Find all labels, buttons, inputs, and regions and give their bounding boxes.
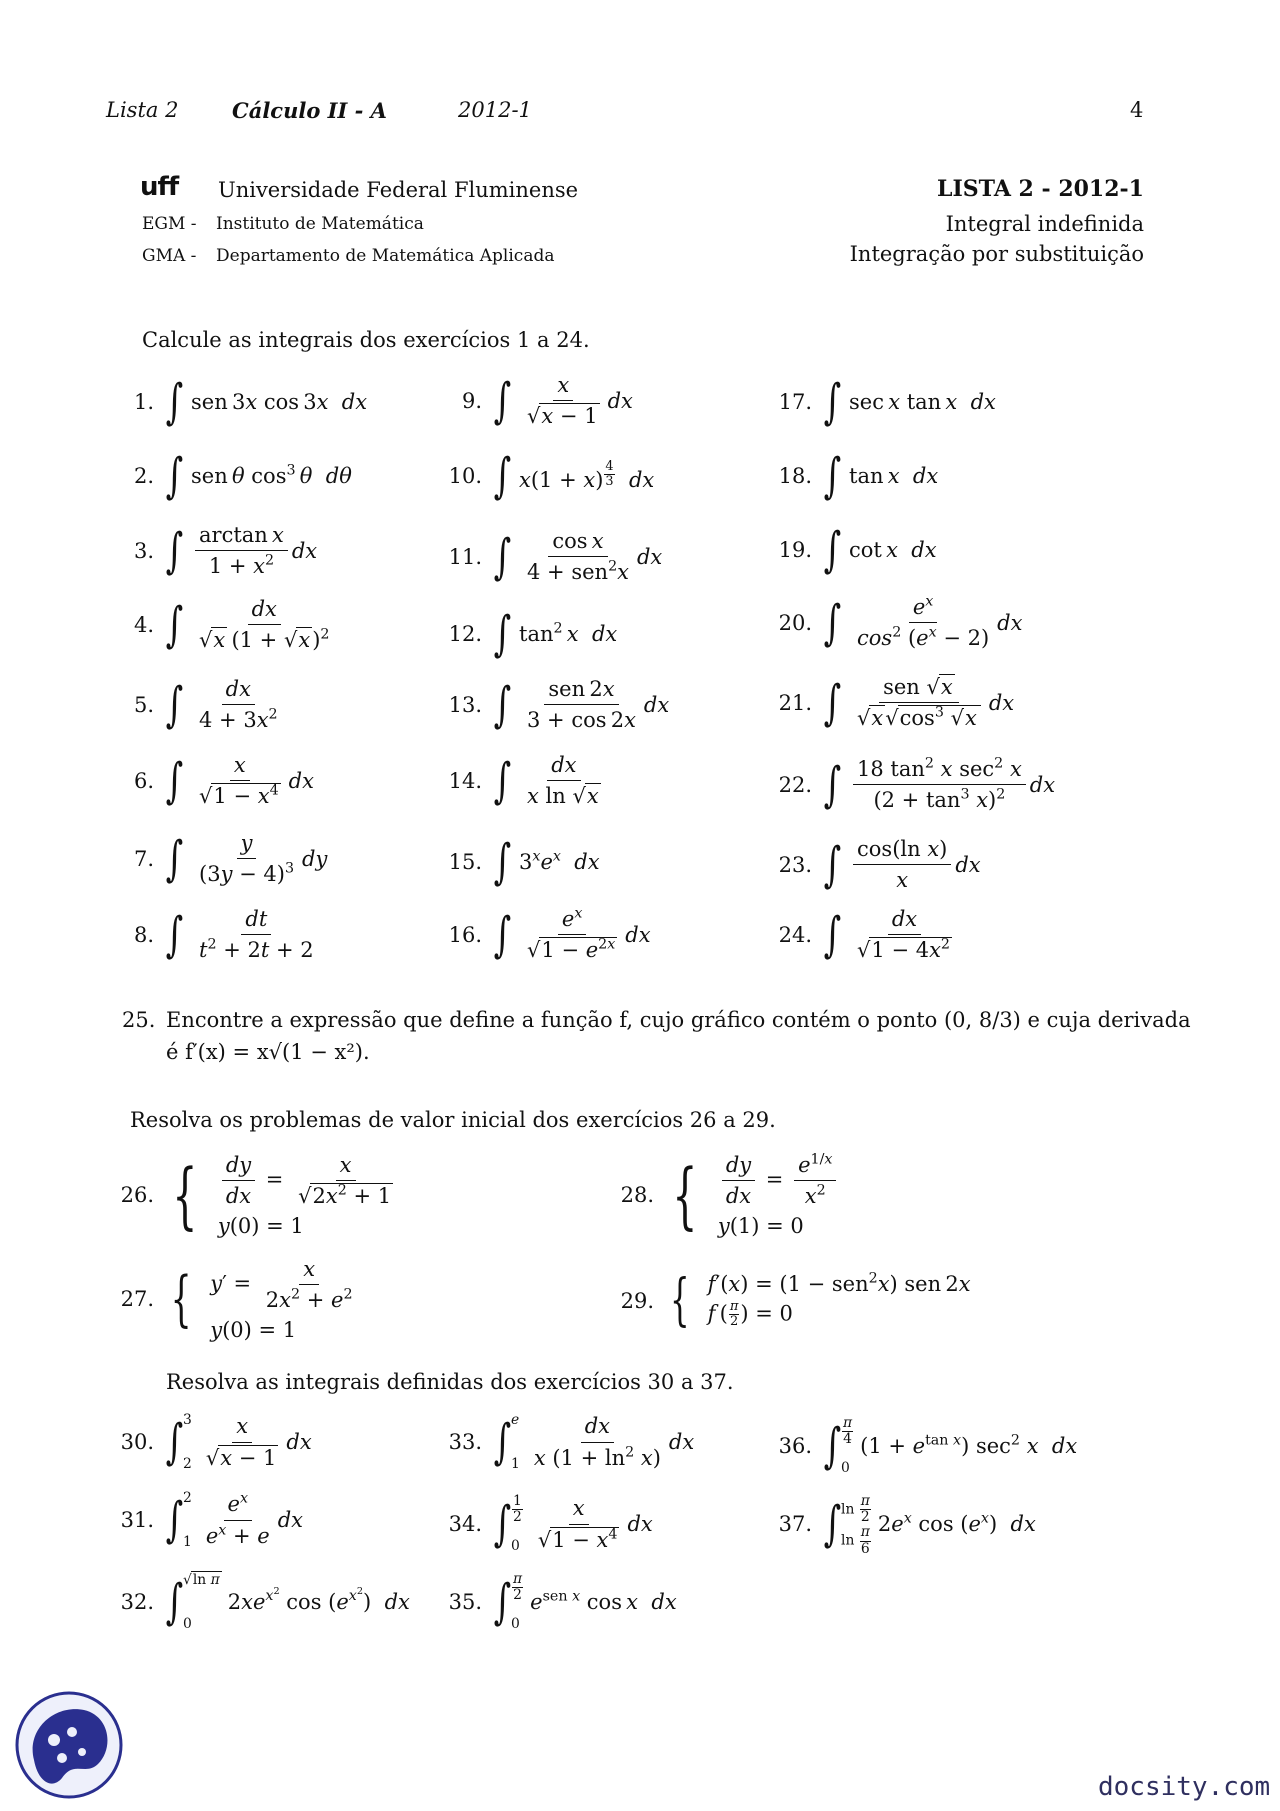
exercise-11: 11. ∫ $\frac{\text{cos x}}{4 + sen^2x}$ dx [448,528,663,585]
exercise-21: 21. ∫ $\frac{\text{sen √x}}{√x√\cos^3 √x}$ dx [778,674,1015,731]
problem25-text: Encontre a expressão que define a função f, cujo gráfico contém o ponto (0, 8/3) e cuja derivada [166,1008,1191,1032]
exercise-23: 23. ∫ $\frac{\text{cos(ln x)}}{x}$ dx [778,836,981,893]
exercise-12: 12. ∫ $\tan^2 x$ dx [448,606,618,662]
exercise-14: 14. ∫ $\frac{dx}{\text{x ln √x}}$ [448,752,599,809]
definite-30: 30. ∫ 3 2 $\frac{x}{√x - 1}$ dx [120,1412,312,1472]
exercise-17: 17. ∫ sec x tan x dx [778,374,996,430]
exercise-1: 1. ∫ sen 3x cos 3x dx [133,374,368,430]
gma-code: GMA - [142,246,197,266]
definite-37: 37. ∫ ln $\frac{\pi}{2}$ ln $\frac{\pi}{6}$ $2e^x$ $\cos (e^x)$ dx [778,1493,1036,1557]
exercise-15: 15. ∫ $3^xe^x$ dx [448,834,600,890]
definite-32: 32. ∫ √ln π 0 $2xe^{x^2}$ $\cos (e^{x^2})$ dx [120,1572,410,1632]
exercise-8: 8. ∫ $\frac{dt}{t^2 + 2t + 2}$ [133,906,314,963]
exercise-5: 5. ∫ $\frac{dx}{4 + 3x^2}$ [133,676,278,733]
egm-name: Instituto de Matemática [216,214,424,234]
exercise-10: 10. ∫ x(1 + x) $^{\frac{4}{3}}$ dx [448,448,655,504]
problem25-text2: é f′(x) = x√(1 − x²). [166,1040,370,1064]
exercise-3: 3. ∫ $\frac{\text{arctan x}}{1 + x^2}$ dx [133,522,318,579]
list-title: LISTA 2 - 2012-1 [937,176,1144,202]
definite-35: 35. ∫ $\frac{\pi}{2}$ 0 $e^{sen x}$ cos x dx [448,1571,677,1632]
topic-1: Integral indefinida [945,212,1144,236]
university-name: Universidade Federal Fluminense [218,178,579,202]
header-list: Lista 2 [106,98,179,122]
exercise-6: 6. ∫ $\frac{x}{√1 - x^4}$ dx [133,752,314,809]
exercise-4: 4. ∫ $\frac{dx}{√x (1 + √x)^2}$ [133,596,330,653]
definite-31: 31. ∫ 2 1 $\frac{e^x}{e^x + e}$ dx [120,1490,304,1550]
docsity-logo-icon [14,1690,124,1800]
exercise-18: 18. ∫ tan x dx [778,448,939,504]
exercise-19: 19. ∫ cot x dx [778,522,937,578]
page-number: 4 [1130,98,1144,122]
section3-instruction: Resolva as integrais definidas dos exercícios 30 a 37. [166,1370,734,1394]
topic-2: Integração por substituição [849,242,1144,266]
exercise-13: 13. ∫ $\frac{\text{sen 2x}}{3 + \cos 2x}$ dx [448,676,670,733]
exercise-16: 16. ∫ $\frac{e^x}{√1 - e^{2x}}$ dx [448,905,651,963]
header-term: 2012-1 [458,98,532,122]
exercise-2: 2. ∫ sen θ $\cos^3 \theta$ dθ [133,448,352,504]
egm-code: EGM - [142,214,197,234]
gma-name: Departamento de Matemática Aplicada [216,246,555,266]
definite-33: 33. ∫ e 1 $\frac{dx}{x (1 + \ln^2 x)}$ dx [448,1412,695,1472]
section1-instruction: Calcule as integrais dos exercícios 1 a 24. [142,328,590,352]
exercise-24: 24. ∫ $\frac{dx}{√1 - 4x^2}$ [778,906,950,963]
uff-logo: uff [140,172,179,202]
ivp-28: 28. { $\frac{dy}{dx}$ = $\frac{e^{1/x}}{x^2}$ y(1) = 0 [618,1152,840,1238]
definite-34: 34. ∫ $\frac{1}{2}$ 0 $\frac{x}{√1 - x^4}$ dx [448,1493,653,1554]
ivp-26: 26. { $\frac{dy}{dx}$ = $\frac{x}{√2x^2 + 1}$ y(0) = 1 [120,1152,392,1238]
header-course: Cálculo II - A [232,98,387,123]
exercise-9: 9. ∫ $\frac{x}{√x - 1}$ dx [461,372,633,429]
ivp-27: 27. { y′ = $\frac{x}{2x^2 + e^2}$ y(0) = 1 [120,1257,353,1342]
exercise-22: 22. ∫ $\frac{18 \tan^2 x \sec^2 x}{(2 + \tan^3 x)^2}$ dx [778,755,1056,813]
exercise-20: 20. ∫ $\frac{e^x}{\cos^2 (e^x - 2)}$ dx [778,593,1023,651]
exercise-7: 7. ∫ $\frac{y}{(3y - 4)^3}$ dy [133,830,328,887]
docsity-watermark[interactable]: docsity.com [1098,1772,1271,1802]
ivp-29: 29. { f′(x) = (1 − sen$^2$x) sen 2x f ( $\frac{\pi}{2}$ ) = 0 [620,1267,971,1333]
definite-36: 36. ∫ $\frac{\pi}{4}$ 0 $(1 + e^{tan x})$ $\sec^2 x$ dx [778,1415,1078,1476]
problem25-number: 25. [122,1008,156,1032]
section2-instruction: Resolva os problemas de valor inicial dos exercícios 26 a 29. [130,1108,776,1132]
